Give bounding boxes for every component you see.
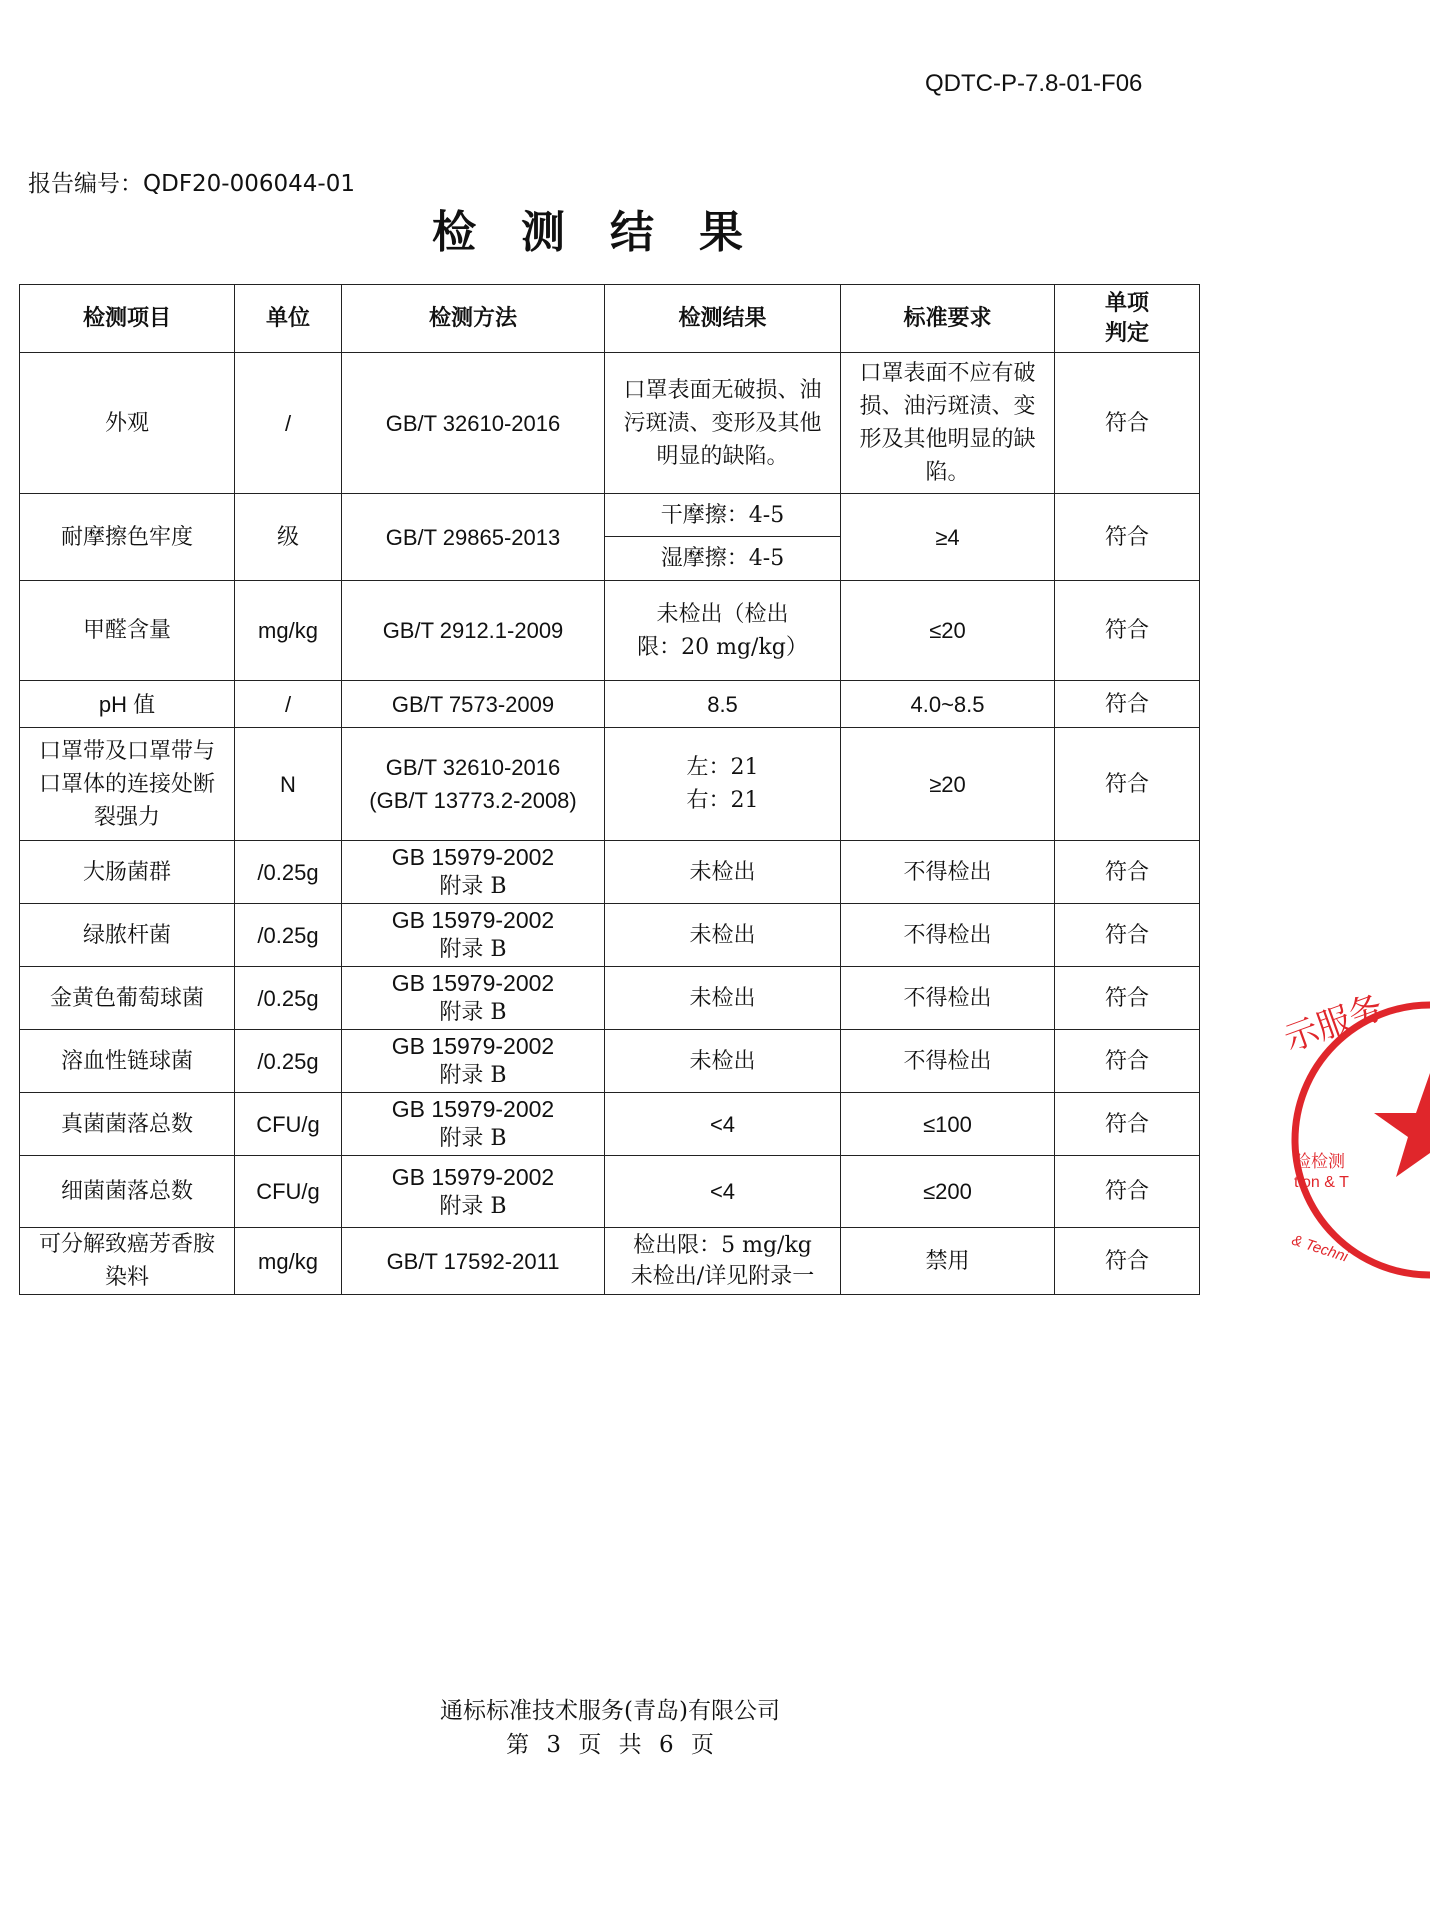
cell-item: 甲醛含量: [20, 581, 235, 681]
cell-method: GB/T 2912.1-2009: [342, 581, 605, 681]
cell-method: GB/T 32610-2016: [342, 353, 605, 494]
cell-requirement: 口罩表面不应有破损、油污斑渍、变形及其他明显的缺陷。: [841, 353, 1055, 494]
cell-result-limit: 检出限：5 mg/kg: [633, 1233, 812, 1258]
cell-method: GB/T 29865-2013: [342, 494, 605, 581]
cell-result: 未检出: [605, 841, 841, 904]
cell-method-annex: 附录 B: [439, 937, 507, 962]
cell-method-annex: 附录 B: [439, 1126, 507, 1151]
cell-verdict: 符合: [1055, 904, 1200, 967]
col-header-verdict: 单项判定: [1055, 285, 1200, 353]
cell-method-standard: GB 15979-2002: [391, 844, 555, 870]
cell-method-standard: GB 15979-2002: [391, 970, 555, 996]
cell-item: 口罩带及口罩带与口罩体的连接处断裂强力: [20, 728, 235, 841]
cell-result: [605, 728, 841, 841]
cell-unit: /0.25g: [235, 967, 342, 1030]
cell-method-standard: GB 15979-2002: [391, 907, 555, 933]
cell-method: [342, 904, 605, 967]
cell-item: pH 值: [20, 681, 235, 728]
cell-verdict: 符合: [1055, 841, 1200, 904]
cell-unit: mg/kg: [235, 581, 342, 681]
cell-result-wet: 湿摩擦：4-5: [605, 537, 841, 581]
cell-verdict: 符合: [1055, 581, 1200, 681]
table-row: [20, 1093, 1200, 1156]
cell-result-dry: 干摩擦：4-5: [605, 494, 841, 537]
cell-method-annex: 附录 B: [439, 874, 507, 899]
cell-verdict: 符合: [1055, 728, 1200, 841]
cell-result: <4: [605, 1093, 841, 1156]
table-row: [20, 681, 1200, 728]
report-number: 报告编号：QDF20-006044-01: [28, 171, 355, 197]
cell-item: 溶血性链球菌: [20, 1030, 235, 1093]
company-seal: [1279, 987, 1430, 1285]
cell-method: [342, 1030, 605, 1093]
table-row: [20, 581, 1200, 681]
seal-text-en-bottom: & Techni: [1289, 1231, 1350, 1266]
cell-unit: /: [235, 353, 342, 494]
cell-verdict: 符合: [1055, 494, 1200, 581]
cell-result: 未检出: [605, 1030, 841, 1093]
cell-requirement: 不得检出: [841, 967, 1055, 1030]
seal-text-cn: 验检测: [1294, 1152, 1345, 1172]
cell-verdict: 符合: [1055, 353, 1200, 494]
cell-method-annex: 附录 B: [439, 1063, 507, 1088]
cell-unit: 级: [235, 494, 342, 581]
cell-method-standard: GB 15979-2002: [391, 1096, 555, 1122]
cell-result-detail: 未检出/详见附录一: [630, 1264, 815, 1289]
cell-method: [342, 1156, 605, 1228]
table-row: [20, 841, 1200, 904]
cell-requirement: 禁用: [841, 1228, 1055, 1295]
cell-method-standard: GB 15979-2002: [391, 1163, 555, 1190]
cell-method: [342, 967, 605, 1030]
cell-method: [342, 841, 605, 904]
cell-unit: CFU/g: [235, 1093, 342, 1156]
cell-result: 未检出: [605, 967, 841, 1030]
table-row: [20, 904, 1200, 967]
cell-method: GB/T 7573-2009: [342, 681, 605, 728]
cell-unit: /0.25g: [235, 841, 342, 904]
cell-method-annex: 附录 B: [439, 1000, 507, 1025]
cell-unit: mg/kg: [235, 1228, 342, 1295]
cell-unit: /: [235, 681, 342, 728]
cell-result: 8.5: [605, 681, 841, 728]
results-table: [19, 284, 1200, 1295]
cell-result: [605, 1228, 841, 1295]
cell-requirement: ≥20: [841, 728, 1055, 841]
cell-unit: N: [235, 728, 342, 841]
cell-verdict: 符合: [1055, 1228, 1200, 1295]
cell-item: 外观: [20, 353, 235, 494]
cell-item: 细菌菌落总数: [20, 1156, 235, 1228]
table-row: [20, 1156, 1200, 1228]
table-header-row: [20, 285, 1200, 353]
col-header-result: 检测结果: [605, 285, 841, 353]
cell-requirement: ≤20: [841, 581, 1055, 681]
cell-verdict: 符合: [1055, 967, 1200, 1030]
table-row: [20, 1228, 1200, 1295]
cell-method: GB/T 17592-2011: [342, 1228, 605, 1295]
document-code: QDTC-P-7.8-01-F06: [925, 70, 1143, 97]
cell-result: 口罩表面无破损、油污斑渍、变形及其他明显的缺陷。: [605, 353, 841, 494]
cell-unit: /0.25g: [235, 1030, 342, 1093]
cell-item: 真菌菌落总数: [20, 1093, 235, 1156]
cell-unit: /0.25g: [235, 904, 342, 967]
table-row: [20, 967, 1200, 1030]
col-header-method: 检测方法: [342, 285, 605, 353]
cell-requirement: 不得检出: [841, 1030, 1055, 1093]
table-row: [20, 353, 1200, 494]
seal-text-en: tion & T: [1294, 1174, 1349, 1191]
cell-result-left: 左：21: [686, 755, 759, 780]
cell-verdict: 符合: [1055, 1030, 1200, 1093]
table-row: [20, 1030, 1200, 1093]
cell-result: 未检出（检出限：20 mg/kg）: [605, 581, 841, 681]
cell-requirement: ≤200: [841, 1156, 1055, 1228]
cell-verdict: 符合: [1055, 1156, 1200, 1228]
cell-item: 大肠菌群: [20, 841, 235, 904]
cell-item: 绿脓杆菌: [20, 904, 235, 967]
cell-result: 未检出: [605, 904, 841, 967]
footer-page-number: 第 3 页 共 6 页: [506, 1732, 714, 1758]
cell-verdict: 符合: [1055, 1093, 1200, 1156]
cell-item: 金黄色葡萄球菌: [20, 967, 235, 1030]
cell-method: [342, 1093, 605, 1156]
cell-requirement: ≤100: [841, 1093, 1055, 1156]
cell-result: <4: [605, 1156, 841, 1228]
page-title: 检测结果: [432, 207, 788, 258]
cell-method: GB/T 32610-2016 (GB/T 13773.2-2008): [342, 728, 605, 841]
seal-star-icon: [1374, 1073, 1430, 1177]
cell-method-standard: GB 15979-2002: [391, 1033, 555, 1059]
cell-requirement: 4.0~8.5: [841, 681, 1055, 728]
cell-item: 可分解致癌芳香胺染料: [20, 1228, 235, 1295]
cell-verdict: 符合: [1055, 681, 1200, 728]
col-header-unit: 单位: [235, 285, 342, 353]
cell-requirement: 不得检出: [841, 841, 1055, 904]
cell-unit: CFU/g: [235, 1156, 342, 1228]
table-row: [20, 494, 1200, 537]
col-header-requirement: 标准要求: [841, 285, 1055, 353]
table-row: [20, 728, 1200, 841]
footer-company: 通标标准技术服务(青岛)有限公司: [440, 1698, 780, 1724]
cell-item: 耐摩擦色牢度: [20, 494, 235, 581]
seal-text-top: 示服务: [1279, 987, 1389, 1060]
cell-requirement: ≥4: [841, 494, 1055, 581]
cell-method-annex: 附录 B: [439, 1193, 507, 1219]
cell-requirement: 不得检出: [841, 904, 1055, 967]
col-header-item: 检测项目: [20, 285, 235, 353]
cell-result-right: 右：21: [686, 788, 759, 813]
